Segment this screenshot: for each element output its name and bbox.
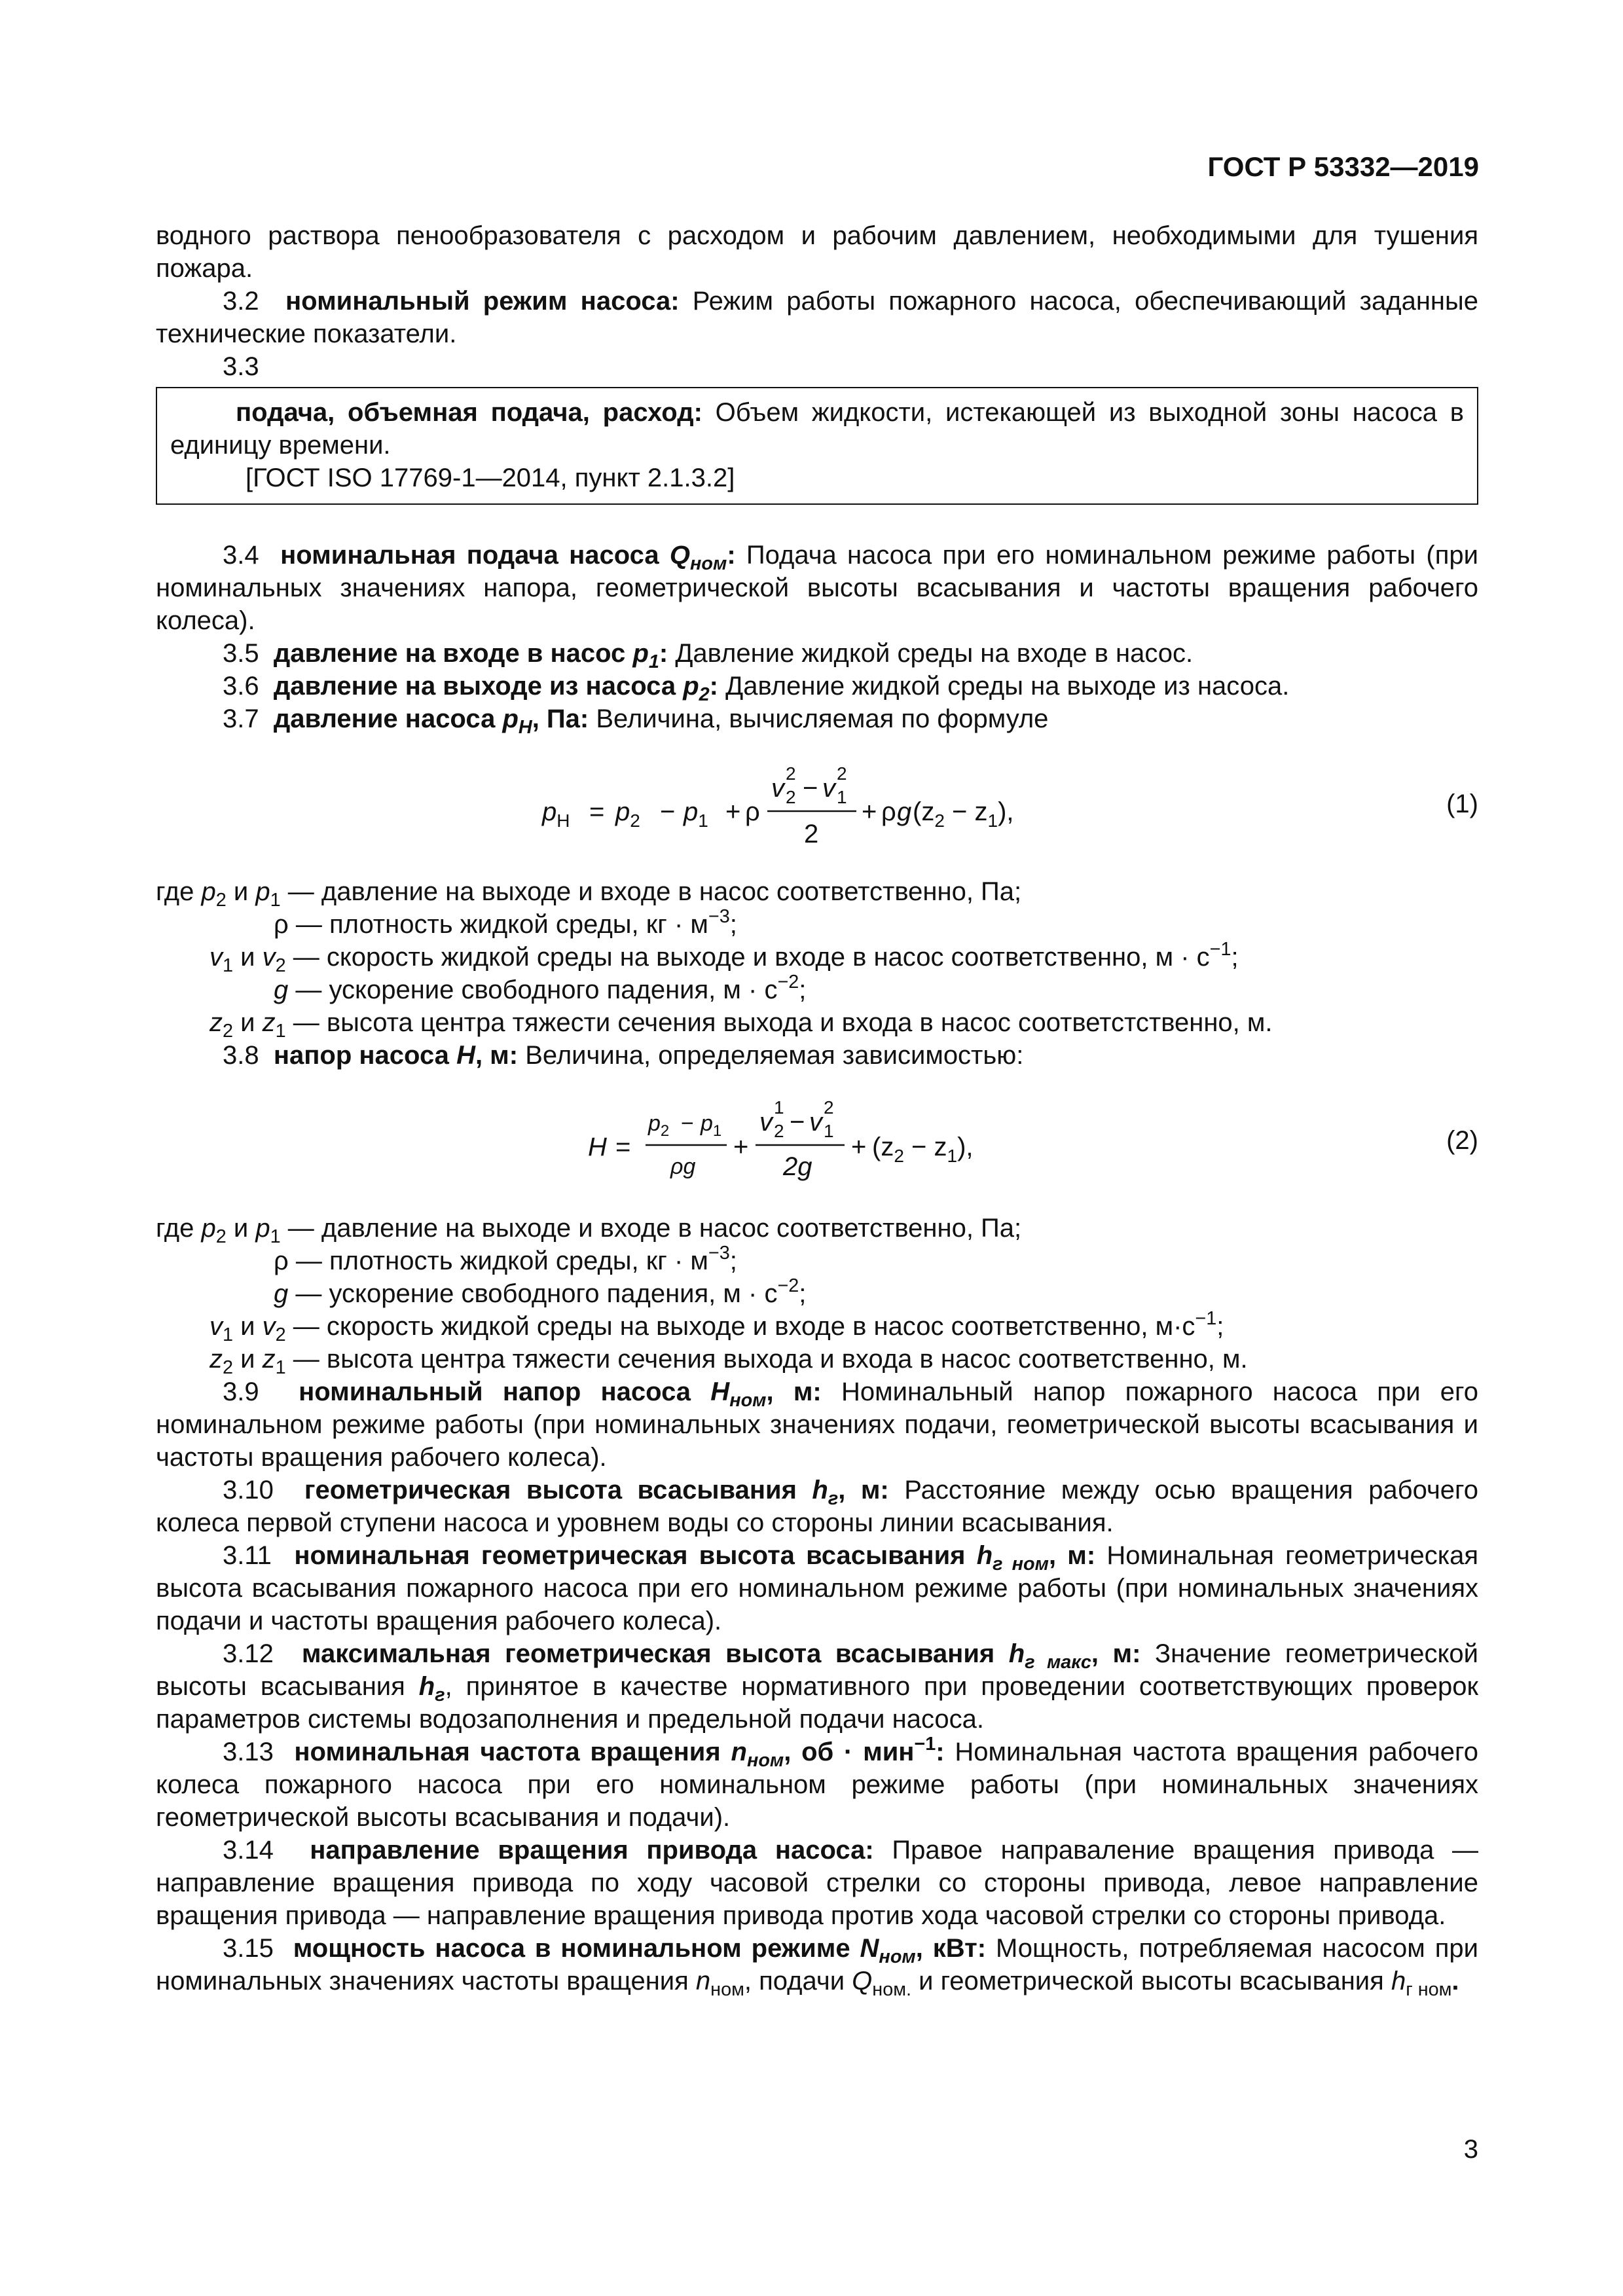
where-line: $v_1$ и $v_2$ — скорость жидкой среды на выходе и входе в насос соответственно, $м\cdot с^{-1}$; (210, 1308, 1224, 1346)
svg-text:+: + (725, 797, 741, 826)
svg-text:H: H (588, 1133, 607, 1161)
svg-text:v: v (771, 774, 784, 803)
formula-2 (156, 1090, 1478, 1192)
quoted-definition-box (156, 387, 1478, 505)
symbol: $p_1$ (632, 639, 659, 673)
svg-text:=: = (615, 1133, 631, 1161)
term: номинальный режим насоса: (285, 287, 680, 316)
svg-text:−: − (660, 797, 676, 826)
section-3-13: 3.13 номинальная частота вращения $n_{ном}$, об · мин$^{-1}$: Номинальная частота вращения рабочего колеса пожарного насоса при его номинальном режиме работы (при номинальных значениях геометрической высоты всасывания и подачи). (156, 1734, 1478, 1832)
term: напор насоса (273, 1041, 449, 1070)
definition: Давление жидкой среды на входе в насос. (675, 639, 1194, 668)
page-number: 3 (1463, 2135, 1478, 2164)
svg-text:1: 1 (774, 1097, 784, 1118)
definition: Объем жидкости, истекающей из выходной зоны насоса в единицу времени. (170, 398, 1464, 460)
svg-text:p2: $p_2$ (615, 797, 640, 831)
section-3-4: 3.4 номинальная подача насоса $Q_{ном}$: Подача насоса при его номинальном режиме работы (при номинальных значениях напора, геометрической высоты всасывания и частоты вращения рабочего колеса). (156, 541, 1478, 635)
where-line: где $p_2$ и $p_1$ — давление на выходе и входе в насос соответственно, Па; (156, 877, 1022, 911)
definition: Подача насоса при его номинальном режиме работы (при номинальных значениях напора, геометрической высоты всасывания и частоты вращения рабочего колеса). (156, 541, 1478, 635)
svg-text:pН: $p_Н$ (542, 797, 570, 831)
term: номинальная частота вращения (294, 1738, 721, 1766)
where-list-1 (156, 875, 1478, 1042)
symbol: $h_г$ (812, 1476, 839, 1510)
svg-text:v: v (809, 1108, 822, 1137)
formula-1-expression (542, 754, 1131, 856)
term: номинальная подача насоса (280, 541, 659, 570)
definition: Номинальная частота вращения рабочего колеса пожарного насоса при его номинальном режиме работы (при номинальных значениях геометрической высоты всасывания и подачи). (156, 1738, 1478, 1832)
definition: Номинальный напор пожарного насоса при его номинальном режиме работы (при номинальных значениях подачи, геометрической высоты всасывания и частоты вращения рабочего колеса). (156, 1377, 1478, 1472)
svg-text:−: − (790, 1108, 805, 1137)
term: давление насоса (273, 704, 496, 733)
svg-text:+: + (733, 1133, 749, 1161)
symbol: $Q_{ном}$ (669, 541, 727, 575)
symbol: $N_{ном}$ (860, 1934, 916, 1968)
where-line: g — ускорение свободного падения, $м \cdot с^{-2}$; (274, 972, 807, 1004)
document-header: ГОСТ Р 53332—2019 (1207, 151, 1479, 182)
term: мощность насоса в номинальном режиме (293, 1934, 850, 1963)
term: максимальная геометрическая высота всасывания (301, 1639, 995, 1668)
where-list-2 (156, 1212, 1478, 1379)
svg-text:+: + (851, 1133, 867, 1161)
section-3-3 (170, 396, 1464, 462)
definition: Величина, вычисляемая по формуле (596, 704, 1049, 733)
svg-text:ρg: ρg (670, 1154, 696, 1179)
section-3-6: 3.6 давление на выходе из насоса $p_2$: Давление жидкой среды на выходе из насоса. (223, 672, 1290, 706)
where-line: $v_1$ и $v_2$ — скорость жидкой среды на выходе и входе в насос соответственно, $м \cdot с^{-1}$; (210, 939, 1239, 977)
where-line: $z_2$ и $z_1$ — высота центра тяжести сечения выхода и входа в насос соответственно, м. (210, 1345, 1248, 1379)
symbol: $h_{г ном}$ (976, 1541, 1049, 1575)
svg-text:2: 2 (786, 787, 796, 807)
symbol: $h_{г макс}$ (1008, 1639, 1091, 1673)
section-3-11: 3.11 номинальная геометрическая высота всасывания $h_{г ном}$, м: Номинальная геометрическая высота всасывания пожарного насоса при его номинальном режиме работы (при номинальных значениях подачи и частоты вращения рабочего колеса). (156, 1541, 1478, 1635)
svg-text:p2: $p_2$ (648, 1111, 670, 1140)
section-3-9: 3.9 номинальный напор насоса $H_{ном}$, м: Номинальный напор пожарного насоса при его номинальном режиме работы (при номинальных значениях подачи, геометрической высоты всасывания и частоты вращения рабочего колеса). (156, 1377, 1478, 1472)
term: номинальный напор насоса (299, 1377, 691, 1406)
definition: Номинальная геометрическая высота всасывания пожарного насоса при его номинальном режиме работы (при номинальных значениях подачи и частоты вращения рабочего колеса). (156, 1541, 1478, 1635)
symbol: $H_{ном}$ (710, 1377, 767, 1412)
svg-text:g: g (897, 797, 912, 826)
term: подача, объемная подача, расход: (236, 398, 702, 427)
formula-1 (156, 754, 1478, 856)
svg-text:2: 2 (804, 820, 819, 848)
term: геометрическая высота всасывания (304, 1476, 797, 1504)
equation-number: (2) (1446, 1126, 1478, 1155)
section-3-14: 3.14 направление вращения привода насоса: Правое направаление вращения привода — направление вращения привода по ходу часовой стрелки со стороны привода, левое направление вращения привода — направление вращения привода против хода часовой стрелки со стороны привода. (156, 1836, 1478, 1930)
section-3-2: 3.2 номинальный режим насоса: Режим работы пожарного насоса, обеспечивающий заданные технические показатели. (156, 287, 1478, 348)
definition: Мощность, потребляемая насосом при номинальных значениях частоты вращения (156, 1934, 1478, 1995)
svg-text:2: 2 (824, 1097, 834, 1118)
svg-text:p1: $p_1$ (684, 797, 708, 831)
symbol: H (456, 1041, 475, 1070)
svg-text:p1: $p_1$ (701, 1111, 722, 1140)
symbol: $p_Н$ (502, 704, 532, 738)
definition: Правое направаление вращения привода — направление вращения привода по ходу часовой стрелки со стороны привода, левое направление вращения привода — направление вращения привода против хода часовой стрелки со стороны привода. (156, 1836, 1478, 1930)
svg-text:2g: 2g (783, 1152, 812, 1181)
term: номинальная геометрическая высота всасывания (294, 1541, 966, 1570)
section-3-15: 3.15 мощность насоса в номинальном режиме $N_{ном}$, кВт: Мощность, потребляемая насосом при номинальных значениях частоты вращения $n_{ном}$, подачи $Q_{ном.}$ и геометрической высоты всасывания $h_{г ном}$. (156, 1934, 1478, 2001)
document-body (156, 219, 1478, 2001)
definition: Расстояние между осью вращения рабочего колеса первой ступени насоса и уровнем воды со стороны линии всасывания. (156, 1476, 1478, 1537)
formula-2-expression (588, 1090, 1177, 1192)
definition: Значение геометрической высоты всасывания (156, 1639, 1478, 1701)
svg-text:v: v (822, 774, 835, 803)
section-3-12: 3.12 максимальная геометрическая высота всасывания $h_{г макс}$, м: Значение геометрической высоты всасывания $h_г$, принятое в качестве нормативного при проведении соответствующих проверок параметров системы водозаполнения и предельной подачи насоса. (156, 1639, 1478, 1734)
term: давление на выходе из насоса (273, 672, 676, 701)
svg-text:=: = (589, 797, 605, 826)
definition: Величина, определяемая зависимостью: (525, 1041, 1024, 1070)
svg-text:ρ: ρ (881, 797, 896, 826)
svg-text:(z2 − z1),: $(z_2 - z_1)$, (913, 797, 1014, 831)
where-line: где $p_2$ и $p_1$ — давление на выходе и входе в насос соответственно, Па; (156, 1214, 1022, 1248)
svg-text:−: − (681, 1111, 694, 1136)
section-3-3-number: 3.3 (223, 352, 259, 381)
source-reference: [ГОСТ ISO 17769-1—2014, пункт 2.1.3.2] (246, 464, 735, 492)
paragraph-intro: водного раствора пенообразователя с расходом и рабочим давлением, необходимыми для тушения пожара. (156, 221, 1478, 283)
section-3-8: 3.8 напор насоса H, м: Величина, определяемая зависимостью: (223, 1041, 1024, 1070)
svg-text:1: 1 (824, 1121, 834, 1141)
svg-text:(z2 − z1),: $(z_2 - z_1)$, (872, 1133, 974, 1166)
svg-text:v: v (759, 1108, 773, 1137)
definition: Режим работы пожарного насоса, обеспечивающий заданные технические показатели. (156, 287, 1478, 348)
definition: Давление жидкой среды на выходе из насоса. (725, 672, 1290, 701)
symbol: $p_2$ (683, 672, 710, 706)
svg-text:1: 1 (837, 787, 847, 807)
svg-text:2: 2 (774, 1121, 784, 1141)
section-3-10: 3.10 геометрическая высота всасывания $h_г$, м: Расстояние между осью вращения рабочего колеса первой ступени насоса и уровнем воды со стороны линии всасывания. (156, 1476, 1478, 1537)
where-line: ρ — плотность жидкой среды, кг · $м^{-3}$; (274, 906, 737, 939)
where-line: g — ускорение свободного падения, $м \cdot с^{-2}$; (274, 1275, 807, 1308)
svg-text:2: 2 (837, 763, 847, 784)
svg-text:2: 2 (786, 763, 796, 784)
section-3-5: 3.5 давление на входе в насос $p_1$: Давление жидкой среды на входе в насос. (223, 639, 1194, 673)
svg-text:+: + (862, 797, 877, 826)
symbol: $n_{ном}$ (731, 1738, 784, 1772)
term: направление вращения привода насоса: (310, 1836, 874, 1865)
svg-text:−: − (803, 774, 818, 803)
where-line: $z_2$ и $z_1$ — высота центра тяжести сечения выхода и входа в насос соответстственно, м. (210, 1008, 1273, 1042)
where-line: ρ — плотность жидкой среды, кг · $м^{-3}$; (274, 1243, 737, 1275)
svg-text:ρ: ρ (745, 797, 760, 826)
term: давление на входе в насос (273, 639, 626, 668)
section-3-7: 3.7 давление насоса $p_Н$, Па: Величина, вычисляемая по формуле (223, 704, 1049, 738)
equation-number: (1) (1446, 790, 1478, 818)
